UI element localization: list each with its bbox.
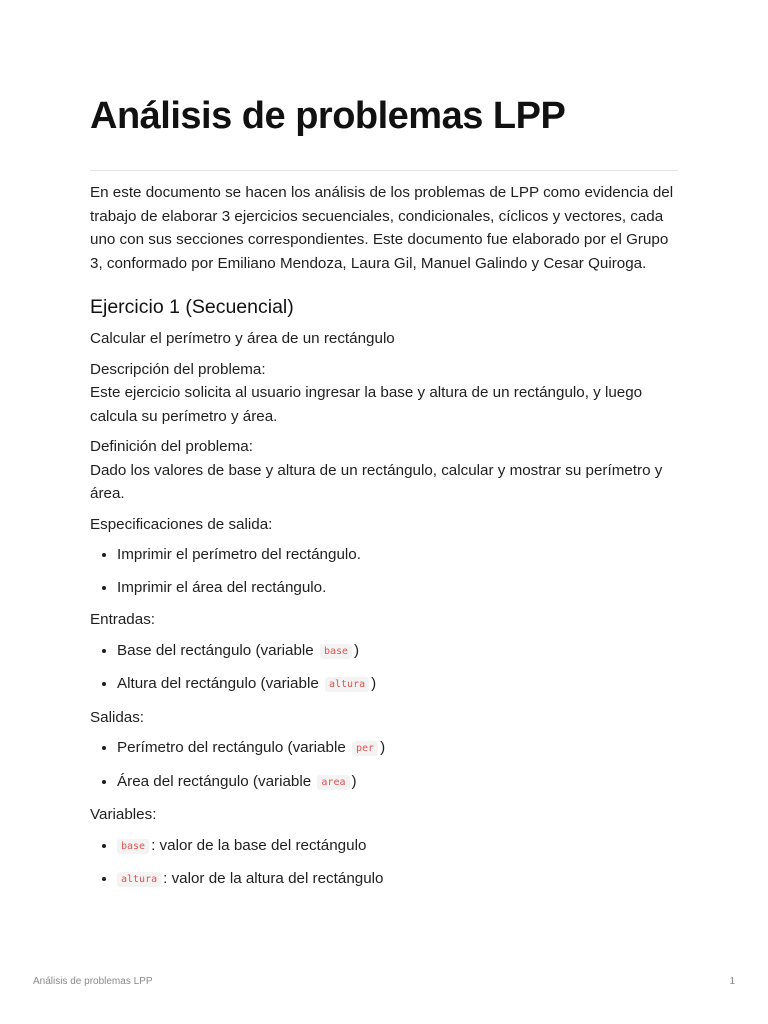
list-item <box>117 770 678 795</box>
inputs-list <box>90 639 678 697</box>
definition-block <box>90 435 678 506</box>
definition-text: Dado los valores de base y altura de un rectángulo, calcular y mostrar su perímetro y área. <box>90 461 663 502</box>
footer-document-name: Análisis de problemas LPP <box>33 976 153 987</box>
input-text: Base del rectángulo (variable <box>117 641 318 659</box>
list-item <box>117 639 678 664</box>
list-item <box>117 867 678 892</box>
output-spec-list <box>90 543 678 599</box>
inline-code: altura <box>325 677 369 692</box>
inline-code: per <box>352 741 378 756</box>
document-page <box>90 92 678 901</box>
footer-page-number: 1 <box>729 976 735 987</box>
exercise-heading: Ejercicio 1 (Secuencial) <box>90 296 294 318</box>
variables-label: Variables: <box>90 806 157 823</box>
list-item: • Imprimir el área del rectángulo. <box>117 576 678 600</box>
definition-label: Definición del problema: <box>90 438 253 455</box>
inline-code: base <box>320 644 352 659</box>
inputs-label: Entradas: <box>90 611 156 628</box>
title-divider <box>90 170 678 171</box>
inline-code: area <box>317 775 349 790</box>
input-suffix: ) <box>371 675 377 692</box>
output-text: Perímetro del rectángulo (variable <box>117 739 350 756</box>
variables-list <box>90 834 678 892</box>
output-suffix: ) <box>351 772 357 790</box>
document-title: Análisis de problemas LPP <box>90 95 566 137</box>
input-suffix: ) <box>354 641 360 659</box>
inline-code: base <box>117 839 149 854</box>
output-text: Área del rectángulo (variable <box>117 772 316 790</box>
description-block <box>90 358 678 429</box>
exercise-summary: Calcular el perímetro y área de un rectángulo <box>90 330 395 347</box>
list-item: • Imprimir el perímetro del rectángulo. <box>117 543 678 567</box>
description-label: Descripción del problema: <box>90 360 266 378</box>
intro-paragraph: En este documento se hacen los análisis de los problemas de LPP como evidencia del trabajo de elaborar 3 ejercicios secuenciales, condicionales, cíclicos y vectores, cada uno con sus secciones correspondientes. Este documento fue elaborado por el Grupo 3, conformado por Emiliano Mendoza, Laura Gil, Manuel Galindo y Cesar Quiroga. <box>90 184 674 272</box>
output-suffix: ) <box>380 739 386 756</box>
list-item <box>117 834 678 859</box>
list-item <box>117 736 678 761</box>
outputs-label: Salidas: <box>90 708 145 726</box>
inline-code: altura <box>117 872 161 887</box>
description-text: Este ejercicio solicita al usuario ingresar la base y altura de un rectángulo, y luego calcula su perímetro y área. <box>90 384 643 425</box>
output-spec-label: Especificaciones de salida: <box>90 515 273 533</box>
list-item <box>117 672 678 697</box>
variable-description: : valor de la base del rectángulo <box>151 836 367 854</box>
input-text: Altura del rectángulo (variable <box>117 675 323 692</box>
outputs-list <box>90 736 678 794</box>
variable-description: : valor de la altura del rectángulo <box>163 870 384 887</box>
